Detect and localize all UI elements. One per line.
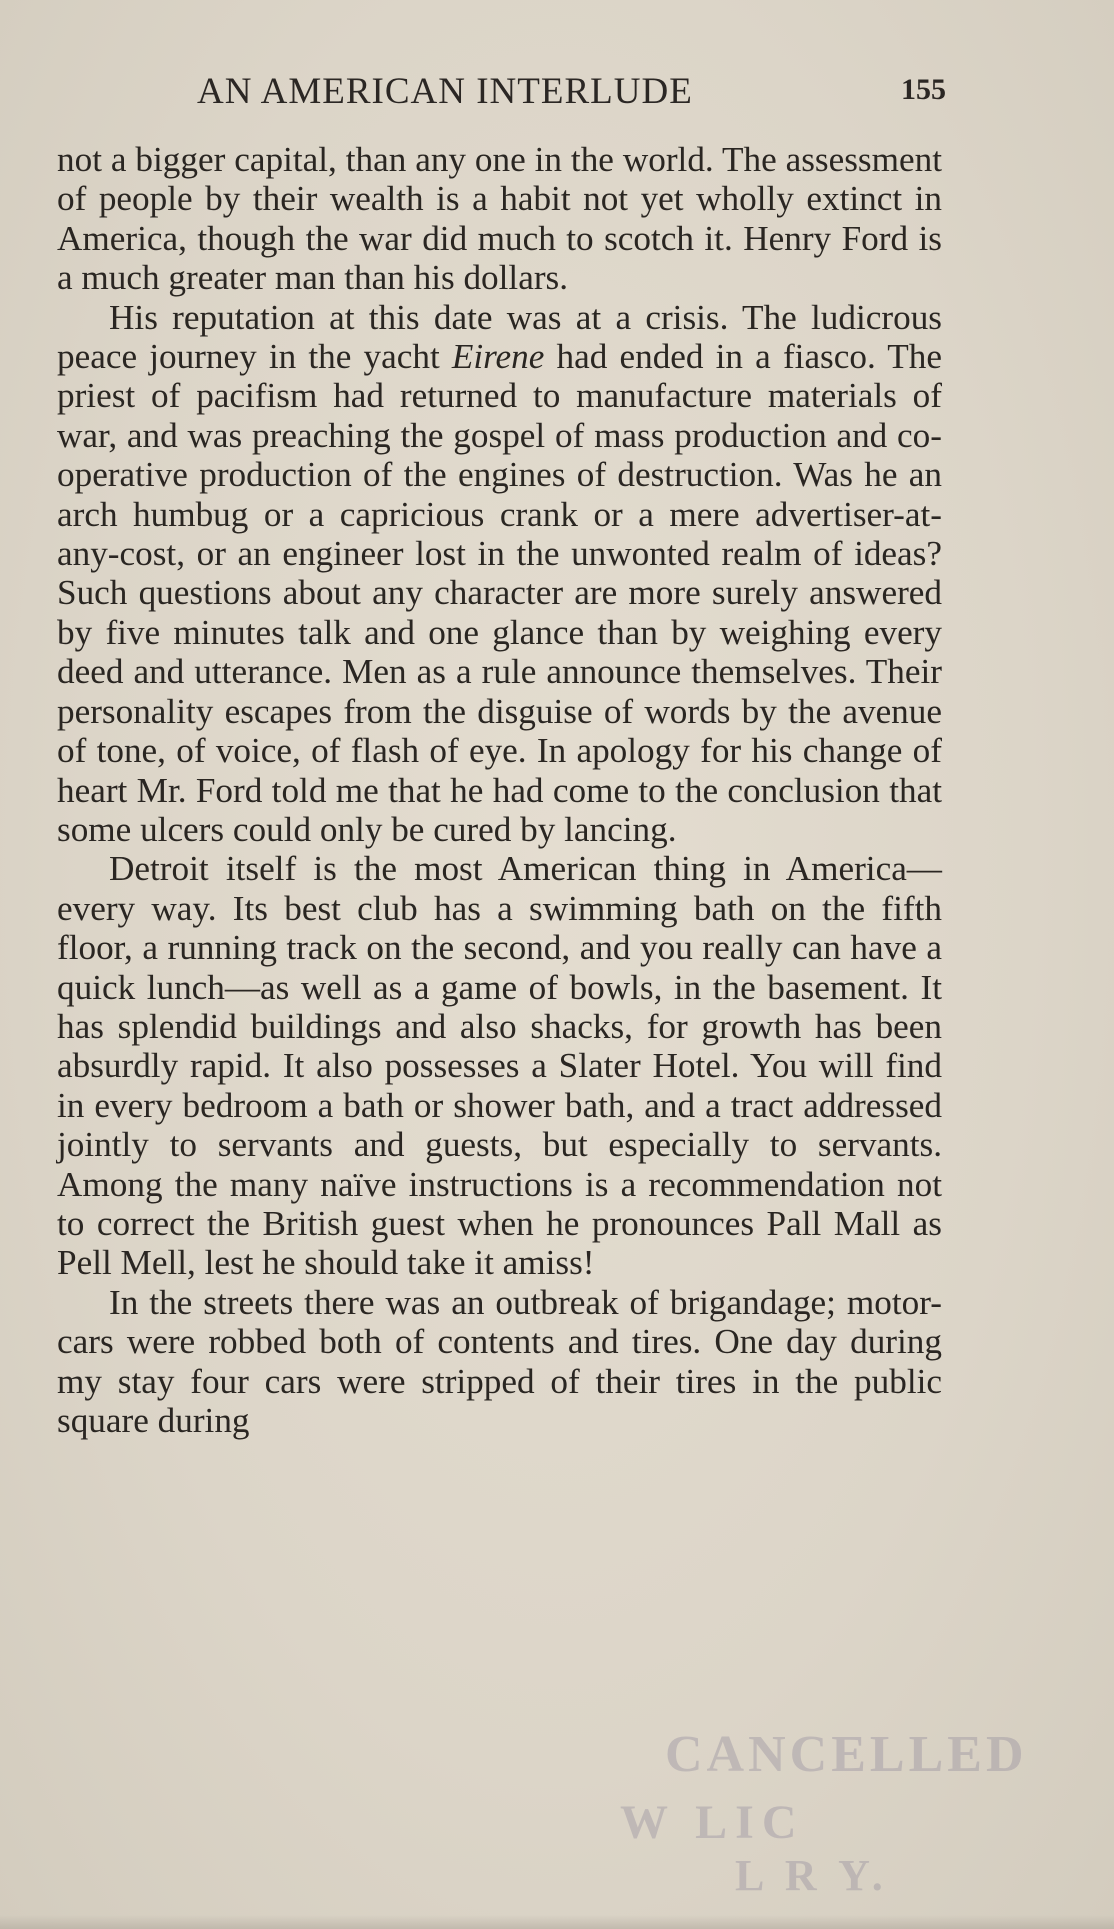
stamp-line: L R Y.	[735, 1851, 889, 1900]
paragraph-detroit	[57, 849, 942, 1282]
paragraph-ford-reputation	[57, 298, 942, 850]
body-text	[57, 140, 942, 1440]
paragraph-text: In the streets there was an outbreak of brigandage; motor-cars were robbed both of contents and tires. One day during my stay four cars were stripped of their tires in the public square during	[57, 1282, 942, 1440]
paragraph-text: not a bigger capital, than any one in the world. The assessment of people by their wealth is a habit not yet wholly extinct in America, though the war did much to scotch it. Henry Ford is a much greater man than his dollars.	[57, 140, 942, 298]
paragraph-text: had ended in a fiasco. The priest of pacifism had returned to manufacture materials of war, and was preaching the gospel of mass production and co-operative production of the engines of destruction. Was he an arch humbug or a capricious crank or a mere advertiser-at-any-cost, or an engineer lost in the unwonted realm of ideas? Such questions about any character are more surely answered by five minutes talk and one glance than by weighing every deed and utterance. Men as a rule announce themselves. Their personality escapes from the disguise of words by the avenue of tone, of voice, of flash of eye. In apology for his change of heart Mr. Ford told me that he had come to the conclusion that some ulcers could only be cured by lancing.	[57, 337, 942, 849]
library-stamp	[620, 1725, 1028, 1915]
paragraph-text: His reputation at this date was at a crisis. The ludicrous peace journey in the yacht	[57, 297, 942, 377]
paragraph-continued	[57, 140, 942, 298]
page-edge	[0, 1915, 1114, 1929]
paragraph-text: Detroit itself is the most American thing in America—every way. Its best club has a swimming bath on the fifth floor, a running track on the second, and you really can have a quick lunch—as well as a game of bowls, in the basement. It has splendid buildings and also shacks, for growth has been absurdly rapid. It also possesses a Slater Hotel. You will find in every bedroom a bath or shower bath, and a tract addressed jointly to servants and guests, but especially to servants. Among the many naïve instructions is a recommendation not to correct the British guest when he pronounces Pall Mall as Pell Mell, lest he should take it amiss!	[57, 849, 942, 1283]
page-number: 155	[901, 73, 946, 106]
running-title: AN AMERICAN INTERLUDE	[197, 71, 693, 112]
stamp-line: W LIC	[620, 1796, 805, 1849]
paragraph-streets	[57, 1283, 942, 1441]
running-head	[57, 70, 952, 120]
stamp-line: CANCELLED	[665, 1726, 1028, 1783]
yacht-name: Eirene	[451, 337, 545, 377]
